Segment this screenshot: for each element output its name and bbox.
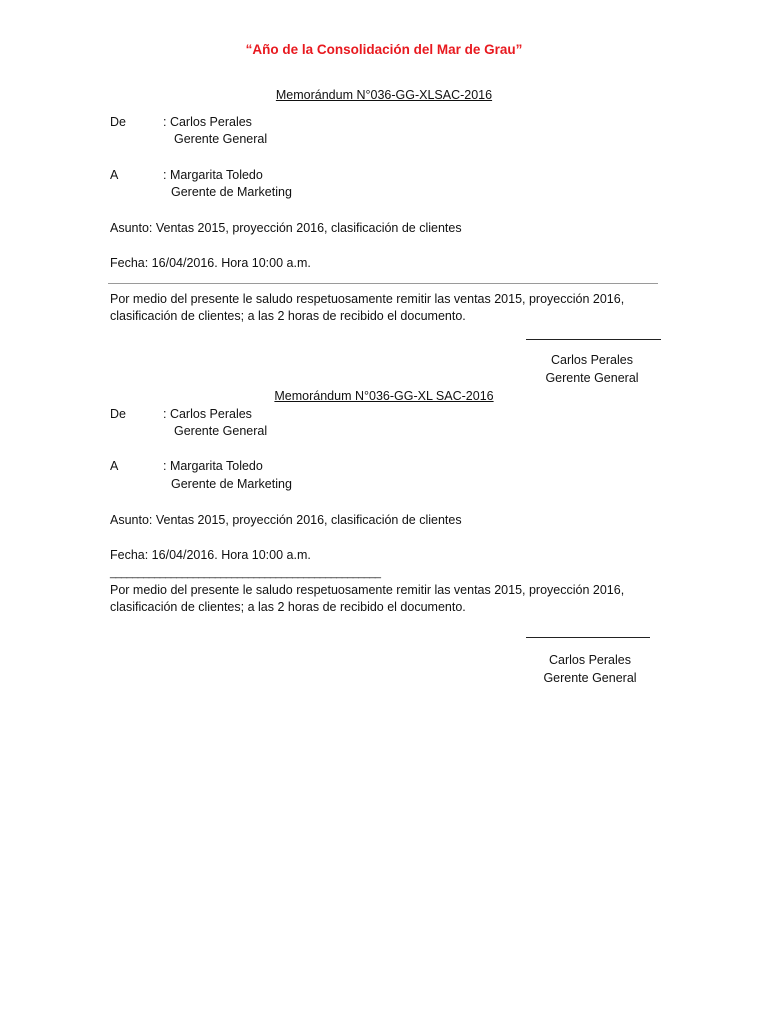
memo-2-body-line2: clasificación de clientes; a las 2 horas de recibido el documento. bbox=[110, 600, 466, 614]
memo-1-body-line1: Por medio del presente le saludo respetuosamente remitir las ventas 2015, proyección 2016, bbox=[110, 292, 625, 306]
memo-2-from-name: : Carlos Perales bbox=[163, 407, 252, 421]
memo-2-to-label: A bbox=[110, 459, 119, 473]
memo-1-from-label: De bbox=[110, 115, 126, 129]
memo-1-signature-role: Gerente General bbox=[545, 371, 639, 385]
memo-1-body-line2: clasificación de clientes; a las 2 horas de recibido el documento. bbox=[110, 309, 466, 323]
memo-2-signature-role: Gerente General bbox=[543, 671, 637, 685]
memo-1-from-role: Gerente General bbox=[174, 132, 268, 146]
memo-1-to-label: A bbox=[110, 168, 119, 182]
memo-2-from-label: De bbox=[110, 407, 126, 421]
memo-2-separator: _________________________________________________ bbox=[110, 567, 381, 579]
memo-1-separator-line bbox=[108, 283, 658, 284]
memo-2-to-role: Gerente de Marketing bbox=[171, 477, 292, 491]
memo-1-to-role: Gerente de Marketing bbox=[171, 185, 292, 199]
memo-2-subject: Asunto: Ventas 2015, proyección 2016, clasificación de clientes bbox=[110, 513, 462, 527]
year-motto: “Año de la Consolidación del Mar de Grau” bbox=[245, 42, 523, 57]
memo-2-to-name: : Margarita Toledo bbox=[163, 459, 263, 473]
memo-2-from-role: Gerente General bbox=[174, 424, 268, 438]
memo-1-subject: Asunto: Ventas 2015, proyección 2016, clasificación de clientes bbox=[110, 221, 462, 235]
memo-2-signature-line bbox=[526, 637, 650, 638]
memo-1-signature-name: Carlos Perales bbox=[551, 353, 633, 367]
memo-1-signature-line bbox=[526, 339, 661, 340]
memo-1-from-name: : Carlos Perales bbox=[163, 115, 252, 129]
memo-1-to-name: : Margarita Toledo bbox=[163, 168, 263, 182]
memo-2-signature-name: Carlos Perales bbox=[549, 653, 631, 667]
memo-1-date: Fecha: 16/04/2016. Hora 10:00 a.m. bbox=[110, 256, 311, 270]
memo-2-body-line1: Por medio del presente le saludo respetuosamente remitir las ventas 2015, proyección 2016, bbox=[110, 583, 625, 597]
memo-2-date: Fecha: 16/04/2016. Hora 10:00 a.m. bbox=[110, 548, 311, 562]
memo-1-title: Memorándum N°036-GG-XLSAC-2016 bbox=[275, 88, 493, 102]
memo-2-title: Memorándum N°036-GG-XL SAC-2016 bbox=[274, 389, 494, 403]
